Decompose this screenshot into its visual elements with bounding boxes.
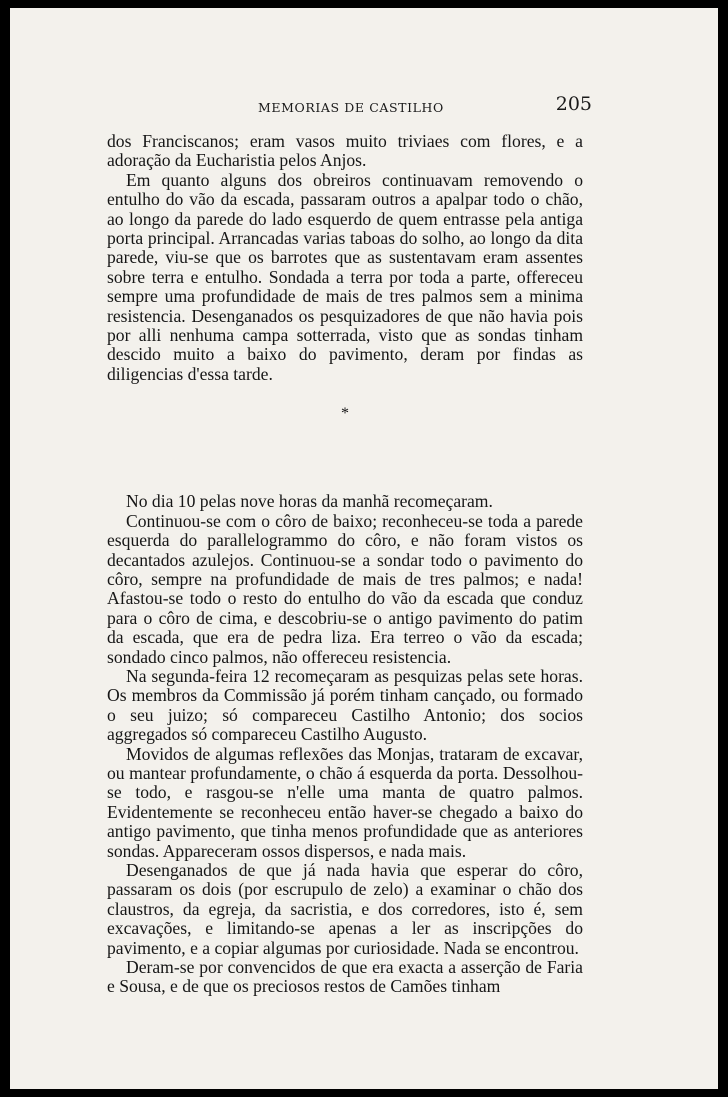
section-separator: * xyxy=(341,405,349,423)
page-number: 205 xyxy=(555,93,592,115)
paragraph: No dia 10 pelas nove horas da manhã recomeçaram. xyxy=(126,491,493,512)
paragraph: Em quanto alguns dos obreiros continuavam removendo o entulho do vão da escada, passaram outros a apalpar todo o chão, ao longo da parede do lado esquerdo de quem entrasse pela antiga porta principal. Arrancadas varias taboas do solho, ao longo da dita parede, viu-se que os barrotes que as sustentavam eram assentes sobre terra e entulho. Sondada a terra por toda a parte, offereceu sempre uma profundidade de mais de tres palmos sem a minima resistencia. Desenganados os pesquizadores de que não havia pois por alli nenhuma campa sotterrada, visto que as sondas tinham descido muito a baixo do pavimento, deram por findas as diligencias d'essa tarde. xyxy=(107,169,583,384)
paragraph: Movidos de algumas reflexões das Monjas, trataram de excavar, ou mantear profundamente, o chão á esquerda da porta. Dessolhou-se todo, e rasgou-se n'elle uma manta de quatro palmos. Evidentemente se reconheceu então haver-se chegado a baixo do antigo pavimento, que tinha menos profundidade que as anteriores sondas. Appareceram ossos dispersos, e nada mais. xyxy=(107,743,583,861)
paragraph-continued: Deram-se por convencidos de que era exacta a asserção de Faria e Sousa, e de que os preciosos restos de Camões tinham xyxy=(107,957,583,997)
section-gap xyxy=(107,450,583,492)
running-head: MEMORIAS DE CASTILHO xyxy=(258,100,444,115)
paragraph: Desenganados de que já nada havia que esperar do côro, passaram os dois (por escrupulo de zelo) a examinar o chão dos claustros, da egreja, da sacristia, e dos corredores, isto é, sem excavações, e limitando-se apenas a ler as inscripções do pavimento, e a copiar algumas por curiosidade. Nada se encontrou. xyxy=(107,860,583,958)
page-header xyxy=(108,92,592,120)
paragraph: Continuou-se com o côro de baixo; reconheceu-se toda a parede esquerda do parallelogrammo do côro, e não foram vistos os decantados azulejos. Continuou-se a sondar todo o pavimento do côro, sempre na profundidade de mais de tres palmos; e nada! Afastou-se todo o resto do entulho do vão da escada que conduz para o côro de cima, e descobriu-se o antigo pavimento do patim da escada, que era de pedra liza. Era terreo o vão da escada; sondado cinco palmos, não offereceu resistencia. xyxy=(107,510,583,667)
page-body xyxy=(107,132,583,997)
paragraph: dos Franciscanos; eram vasos muito triviaes com flores, e a adoração da Eucharistia pelos Anjos. xyxy=(107,131,583,171)
book-page xyxy=(10,8,718,1089)
paragraph: Na segunda-feira 12 recomeçaram as pesquizas pelas sete horas. Os membros da Commissão já porém tinham cançado, ou formado o seu juizo; só compareceu Castilho Antonio; dos socios aggregados só compareceu Castilho Augusto. xyxy=(107,665,583,745)
